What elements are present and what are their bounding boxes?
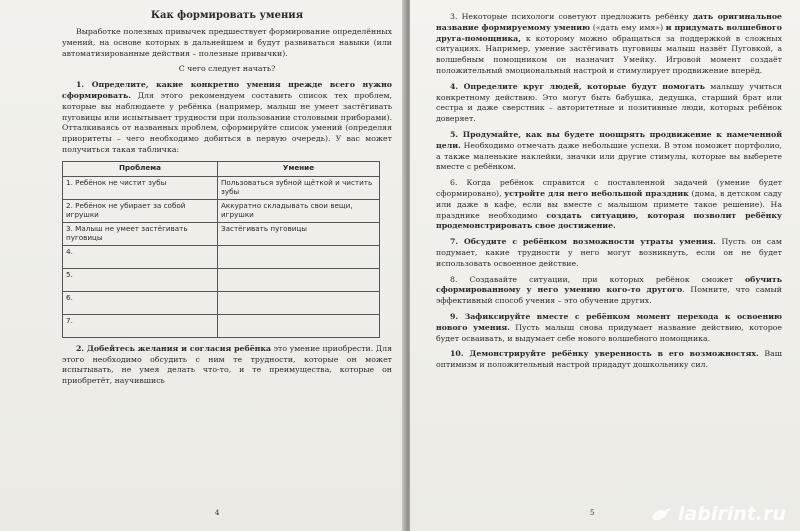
- step-4-text: малышу учиться конкретному действию. Это могут быть бабушка, дедушка, старший брат или сестра и даже сверстник – авторитетные и позитивные люди, которых ребёнок доверяет.: [436, 81, 783, 124]
- table-row: [63, 176, 380, 199]
- problem-cell: 7.: [63, 314, 218, 337]
- page-title: Как формировать умения: [150, 10, 304, 21]
- table-header-skill: Умение: [218, 161, 380, 176]
- step-6-text-b: (дома, в детском саду или даже в кафе, если вы вместе с малышом примете такое решение). На празднике необходимо: [436, 188, 783, 220]
- step-5-heading: 5. Продумайте, как вы будете поощрять продвижение к намеченной цели.: [436, 129, 782, 150]
- table-row: [63, 291, 380, 314]
- step-3-text-c: к которому можно обращаться за поддержкой в сложных ситуациях. Например, умение застёгивать пуговицы малыш назвёт Пуговкой, а волшебным помощником он назначит Умейку. Игровой момент создаёт положительный эмоциональный настрой и стимулирует продвижение вперёд.: [436, 33, 782, 75]
- table-row: [63, 222, 380, 245]
- step-4-heading: 4. Определите круг людей, которые будут помогать: [450, 81, 706, 91]
- step-9-paragraph: [436, 312, 782, 344]
- page-number-right: 5: [590, 509, 595, 517]
- skill-cell: Аккуратно складывать свои вещи, игрушки: [218, 199, 380, 222]
- question-paragraph: С чего следует начать?: [178, 64, 276, 74]
- step-9-heading: 9. Зафиксируйте вместе с ребёнком момент перехода к освоению нового умения.: [436, 311, 782, 332]
- intro-paragraph: Выработке полезных привычек предшествует формирование определённых умений, на основе которых в дальнейшем и будут развиваться навыки (или автоматизированные действия – полезные привычки).: [62, 27, 392, 58]
- table-header-problem: Проблема: [63, 161, 218, 176]
- step-7-heading: 7. Обсудите с ребёнком возможности утраты умения.: [450, 237, 716, 247]
- step-2-paragraph: [62, 344, 392, 387]
- step-7-paragraph: [436, 237, 782, 269]
- step-10-heading: 10. Демонстрируйте ребёнку уверенность в его возможностях.: [450, 349, 759, 359]
- step-10-paragraph: [436, 349, 782, 371]
- bird-logo-icon: [650, 505, 672, 523]
- table-row: [63, 268, 380, 291]
- watermark-text: labirint.ru: [677, 503, 786, 525]
- step-6-paragraph: [436, 178, 782, 232]
- problem-cell: 1. Ребёнок не чистит зубы: [63, 176, 218, 199]
- step-4-paragraph: [436, 82, 782, 125]
- step-3-paragraph: [436, 12, 782, 77]
- problem-cell: 3. Малыш не умеет застёгивать пуговицы: [63, 222, 218, 245]
- step-8-text-b: . Помните, что самый эффективный способ учения – это обучение других.: [436, 285, 782, 306]
- skills-table: [62, 161, 380, 338]
- step-8-heading: обучить сформированному у него умению кого-то другого: [436, 274, 782, 295]
- page-number-left: 4: [215, 509, 220, 517]
- skill-cell: Застёгивать пуговицы: [218, 222, 380, 245]
- problem-cell: 5.: [63, 268, 218, 291]
- problem-cell: 2. Ребёнок не убирает за собой игрушки: [63, 199, 218, 222]
- right-page: [410, 0, 800, 531]
- skill-cell: Пользоваться зубной щёткой и чистить зубы: [218, 176, 380, 199]
- step-3-text-a: 3. Некоторые психологи советуют предложить ребёнку: [450, 12, 693, 21]
- step-6-heading-2: создать ситуацию, которая позволит ребёнку продемонстрировать свое достижение.: [436, 210, 783, 231]
- step-6-heading: устройте для него небольшой праздник: [504, 188, 689, 198]
- step-1-text: Для этого рекомендуем составить список тех проблем, которые вы наблюдаете у ребёнка (например, малыш не умеет застёгивать пуговицы или испытывает трудности при пользовании столовыми приборами). Отталкиваясь от названных проблем, сформируйте список умений (определяя приоритеты – чего необходимо добиться в первую очередь). У вас может получиться такая табличка:: [62, 90, 392, 154]
- step-10-text: Ваш оптимизм и положительный настрой придадут дошкольнику сил.: [436, 349, 782, 370]
- skill-cell: [218, 314, 380, 337]
- step-9-text: Пусть малыш снова придумает название действию, которое будет осваивать, и выдумает себе нового волшебного помощника.: [436, 322, 782, 343]
- problem-cell: 4.: [63, 245, 218, 268]
- step-2-heading: 2. Добейтесь желания и согласия ребёнка: [76, 343, 272, 353]
- step-6-text-a: 6. Когда ребёнок справится с поставленной задачей (умение будет сформировано),: [436, 178, 782, 198]
- step-3-text-b: («дать ему имя»): [590, 22, 666, 32]
- skill-cell: [218, 268, 380, 291]
- step-3-heading-2: и придумать волшебного друга-помощника,: [436, 22, 782, 43]
- watermark: [650, 503, 786, 525]
- step-5-text: Необходимо отмечать даже небольшие успехи. В этом поможет портфолио, а также маленькие наклейки, значки или другие стимулы, которые вы выберете вместе с ребёнком.: [436, 140, 782, 172]
- table-row: [63, 314, 380, 337]
- step-7-text: Пусть он сам подумает, какие трудности у него могут возникнуть, если он не будет использовать освоенное действие.: [436, 237, 782, 268]
- step-2-text: это умение приобрести. Для этого необходимо обсудить с ним те трудности, которые он может испытывать, не умея делать что-то, и те преимущества, которые он приобретёт, научившись: [62, 343, 392, 386]
- skill-cell: [218, 291, 380, 314]
- table-header-row: [63, 161, 380, 176]
- step-8-paragraph: [436, 275, 782, 307]
- table-row: [63, 245, 380, 268]
- problem-cell: 6.: [63, 291, 218, 314]
- table-row: [63, 199, 380, 222]
- step-1-paragraph: [62, 80, 392, 156]
- step-5-paragraph: [436, 130, 782, 173]
- skill-cell: [218, 245, 380, 268]
- step-8-text-a: 8. Создавайте ситуации, при которых ребёнок сможет: [450, 274, 745, 284]
- step-1-heading: 1. Определите, какие конкретно умения прежде всего нужно сформировать.: [62, 80, 392, 100]
- step-3-heading: дать оригинальное название формируемому умению: [436, 12, 782, 32]
